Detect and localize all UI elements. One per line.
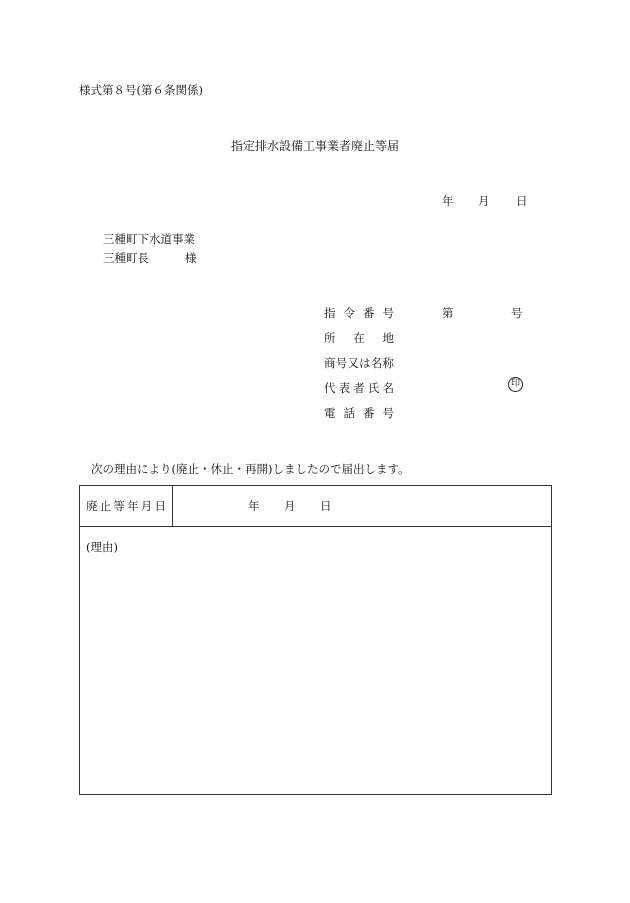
designation-number-row [324,305,394,323]
table-year-label: 年 [248,499,260,513]
notification-table [79,485,552,795]
form-number: 様式第８号(第６条関係) [79,83,203,97]
trade-name-row [324,355,394,373]
date-row [80,486,551,527]
number-go: 号 [511,306,523,320]
discontinue-date-value [248,486,332,526]
date-year-label: 年 [442,194,454,208]
table-day-label: 日 [320,499,332,513]
representative-row [324,380,394,398]
seal-mark-icon: 印 [508,377,523,392]
address-label: 所在地 [324,331,394,345]
representative-label: 代表者氏名 [324,381,394,395]
date-month-label: 月 [478,194,490,208]
reason-label: (理由) [86,540,118,554]
trade-name-label: 商号又は名称 [324,356,394,370]
table-month-label: 月 [284,499,296,513]
date-day-label: 日 [516,194,528,208]
phone-row [324,405,394,423]
submission-date [442,193,528,209]
notice-text: 次の理由により(廃止・休止・再開)しましたので届出します。 [91,462,410,476]
phone-label: 電話番号 [324,406,394,420]
addressee-organization: 三種町下水道事業 [103,232,195,246]
document-title: 指定排水設備工事業者廃止等届 [230,139,399,153]
number-dai: 第 [442,306,454,320]
addressee-line [103,250,197,266]
discontinue-date-label: 廃止等年月日 [80,486,173,526]
addressee-honorific: 様 [185,251,197,265]
addressee-mayor: 三種町長 [103,251,149,265]
designation-number-label: 指令番号 [324,306,394,320]
address-row [324,330,394,348]
